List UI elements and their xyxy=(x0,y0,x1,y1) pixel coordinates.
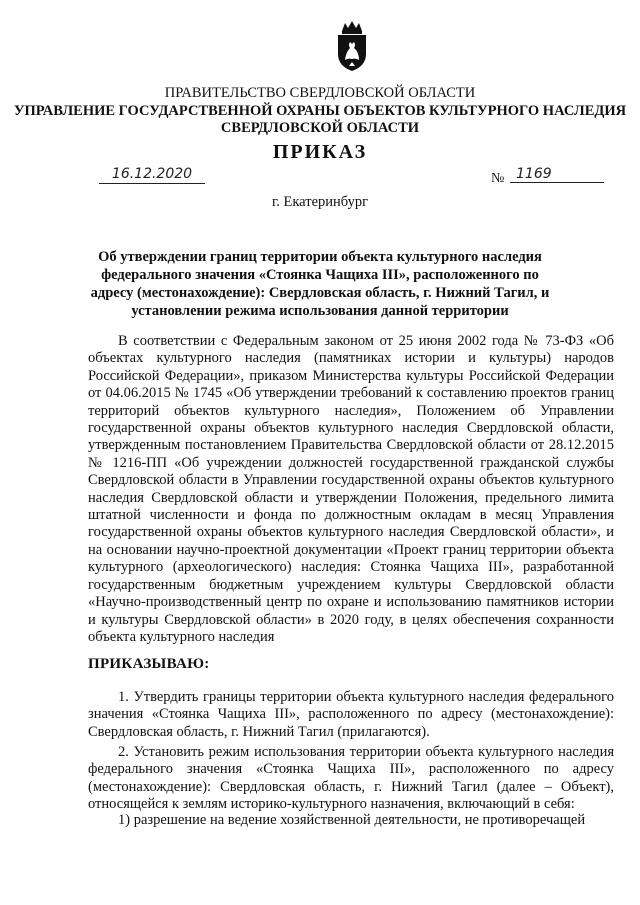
department-name-line1: УПРАВЛЕНИЕ ГОСУДАРСТВЕННОЙ ОХРАНЫ ОБЪЕКТОВ КУЛЬТУРНОГО НАСЛЕДИЯ xyxy=(13,103,627,119)
document-type: ПРИКАЗ xyxy=(272,141,368,163)
department-name xyxy=(0,103,640,137)
number-label: № xyxy=(491,171,505,186)
order-item-2-subitem-1: 1) разрешение на ведение хозяйственной деятельности, не противоречащей xyxy=(118,812,586,828)
coat-of-arms-icon xyxy=(334,20,370,72)
department-name-line2: СВЕРДЛОВСКОЙ ОБЛАСТИ xyxy=(220,120,420,136)
document-number: 1169 xyxy=(510,166,604,183)
order-heading: ПРИКАЗЫВАЮ: xyxy=(88,656,210,672)
document-title: Об утверждении границ территории объекта культурного наследия федерального значения «Стоянка Чащиха III», расположенного по адресу (местонахождение): Свердловская область, г. Нижний Тагил, и установлении режима использования данной территории xyxy=(90,249,550,319)
issue-city: г. Екатеринбург xyxy=(271,194,369,210)
preamble-paragraph: В соответствии с Федеральным законом от 25 июня 2002 года № 73-ФЗ «Об объектах культурного наследия (памятниках истории и культуры) народов Российской Федерации», приказом Министерства культуры Российской Федерации от 04.06.2015 № 1745 «Об утверждении требований к составлению проектов границ территорий объектов культурного наследия», Положением об Управлении государственной охраны объектов культурного наследия Свердловской области, утвержденным постановлением Правительства Свердловской области от 28.12.2015 № 1216-ПП «Об учреждении должностей государственной гражданской службы Свердловской области в Управлении государственной охраны объектов культурного наследия Свердловской области и утверждении Положения, предельного лимита штатной численности и фонда по должностным окладам в месяц Управления государственной охраны объектов культурного наследия Свердловской области», и на основании научно-проектной документации «Проект границ территории объекта культурного (археологического) наследия: Стоянка Чащиха III», разработанной государственным бюджетным учреждением культуры Свердловской области «Научно-производственный центр по охране и использованию памятников истории и культуры Свердловской области» в 2020 году, в целях обеспечения сохранности объекта культурного наследия xyxy=(88,333,614,645)
order-item-2: 2. Установить режим использования территории объекта культурного наследия федерального значения «Стоянка Чащиха III», расположенного по адресу (местонахождение): Свердловская область, г. Нижний Тагил (далее – Объект), относящейся к землям историко-культурного назначения, включающий в себя: xyxy=(88,744,614,813)
order-item-1: 1. Утвердить границы территории объекта культурного наследия федерального значения «Стоянка Чащиха III», расположенного по адресу (местонахождение): Свердловская область, г. Нижний Тагил (прилагаются). xyxy=(88,689,614,740)
document-date: 16.12.2020 xyxy=(99,166,205,184)
government-name: ПРАВИТЕЛЬСТВО СВЕРДЛОВСКОЙ ОБЛАСТИ xyxy=(164,85,476,101)
